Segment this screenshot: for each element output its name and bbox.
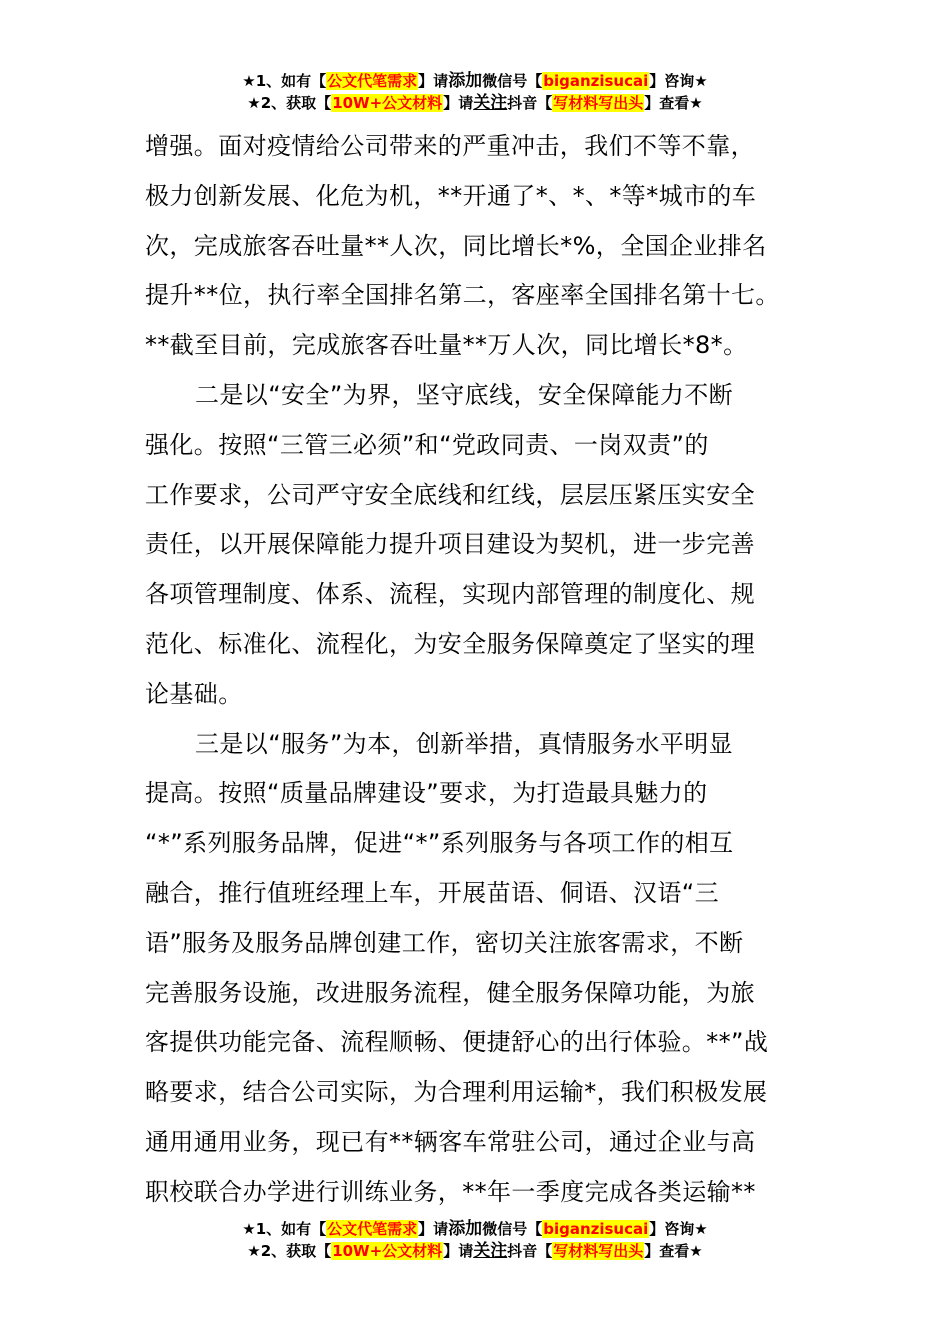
highlight-wechat-id: biganzisucai (543, 1220, 649, 1238)
paragraph-start-line: 三是以“服务”为本，创新举措，真情服务水平明显 (195, 729, 734, 758)
header-banner (0, 70, 950, 114)
text-line: 完善服务设施，改进服务流程，健全服务保障功能，为旅 (145, 978, 755, 1007)
star-icon: ★ (242, 1220, 256, 1238)
text-line: 工作要求，公司严守安全底线和红线，层层压紧压实安全 (145, 480, 755, 509)
star-icon: ★ (242, 72, 256, 90)
text-line: 各项管理制度、体系、流程，实现内部管理的制度化、规 (145, 580, 755, 609)
text-line: 次，完成旅客吞吐量**人次，同比增长*%，全国企业排名 (145, 231, 767, 260)
banner-line-1: ★1、如有【公文代笔需求】请添加微信号【biganzisucai】咨询★ (242, 1219, 708, 1239)
highlight-materials: 10W+公文材料 (332, 1242, 443, 1260)
text-line: 论基础。 (145, 679, 243, 708)
text-line: 提升**位，执行率全国排名第二，客座率全国排名第十七。 (145, 281, 780, 310)
highlight-service: 公文代笔需求 (327, 1220, 418, 1238)
text-line: “*”系列服务品牌，促进“*”系列服务与各项工作的相互 (145, 829, 734, 858)
highlight-service: 公文代笔需求 (327, 72, 418, 90)
text-line: 责任，以开展保障能力提升项目建设为契机，进一步完善 (145, 530, 755, 559)
banner-line-2: ★2、获取【10W+公文材料】请关注抖音【写材料写出头】查看★ (247, 93, 703, 113)
text-line: 范化、标准化、流程化，为安全服务保障奠定了坚实的理 (145, 629, 755, 658)
text-line: 语”服务及服务品牌创建工作，密切关注旅客需求，不断 (145, 928, 744, 957)
footer-banner (0, 1218, 950, 1262)
highlight-douyin: 写材料写出头 (553, 1242, 644, 1260)
highlight-douyin: 写材料写出头 (553, 94, 644, 112)
highlight-wechat-id: biganzisucai (543, 72, 649, 90)
star-icon: ★ (247, 1242, 261, 1260)
text-line: 职校联合办学进行训练业务，**年一季度完成各类运输** (145, 1177, 756, 1206)
text-line: 极力创新发展、化危为机，**开通了*、*、*等*城市的车 (145, 181, 757, 210)
text-line: 增强。面对疫情给公司带来的严重冲击，我们不等不靠， (145, 132, 755, 160)
text-line: 融合，推行值班经理上车，开展苗语、侗语、汉语“三 (145, 878, 720, 907)
star-icon: ★ (247, 94, 261, 112)
paragraph-start-line: 二是以“安全”为界，坚守底线，安全保障能力不断 (195, 380, 734, 409)
banner-line-2: ★2、获取【10W+公文材料】请关注抖音【写材料写出头】查看★ (247, 1241, 703, 1261)
text-line: 客提供功能完备、流程顺畅、便捷舒心的出行体验。**”战 (145, 1028, 769, 1057)
text-line: 略要求，结合公司实际，为合理利用运输*，我们积极发展 (145, 1078, 768, 1107)
text-line: 提高。按照“质量品牌建设”要求，为打造最具魅力的 (145, 779, 708, 808)
document-body (145, 122, 815, 1218)
banner-line-1: ★1、如有【公文代笔需求】请添加微信号【biganzisucai】咨询★ (242, 71, 708, 91)
highlight-materials: 10W+公文材料 (332, 94, 443, 112)
text-line: 强化。按照“三管三必须”和“党政同责、一岗双责”的 (145, 430, 709, 459)
text-line: **截至目前，完成旅客吞吐量**万人次，同比增长*8*。 (145, 331, 748, 360)
text-line: 通用通用业务，现已有**辆客车常驻公司，通过企业与高 (145, 1127, 756, 1156)
